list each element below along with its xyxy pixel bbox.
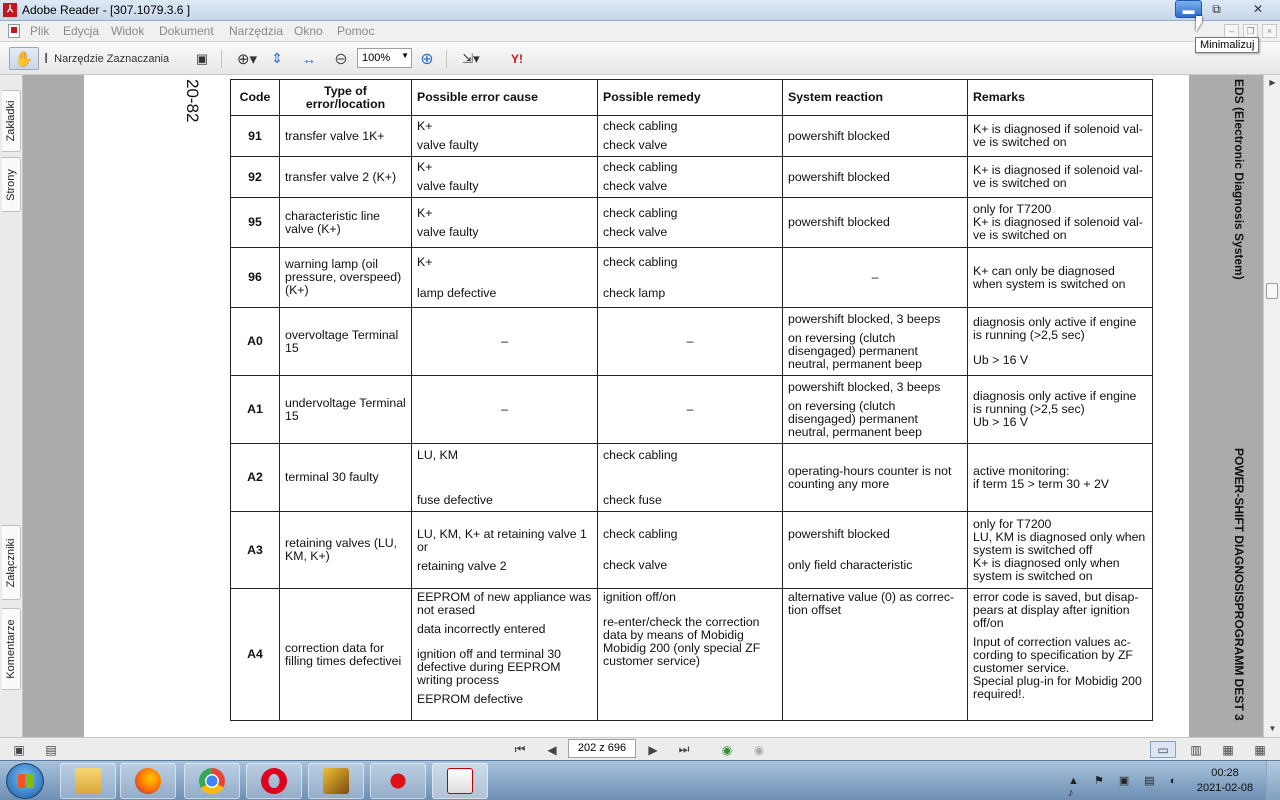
remarks-line: if term 15 > term 30 + 2V [973,476,1110,491]
reaction-line: powershift blocked, 3 beeps [788,311,941,326]
menu-bar [0,21,1280,42]
system-reaction: alternative value (0) as correc-tion offset [783,589,968,721]
error-remedy [598,444,783,512]
doc-close-button[interactable]: × [1262,24,1277,38]
error-cause [412,512,598,589]
fit-width-icon[interactable]: ↔ [302,50,316,67]
table-row [231,376,1153,444]
error-code: 91 [231,116,280,157]
clock-time: 00:28 [1211,767,1239,779]
error-remedy: – [598,376,783,444]
zoom-tool-icon[interactable]: ⊕▾ [236,50,258,68]
go-back-icon[interactable]: ◉ [721,742,733,757]
remedy-line: check cabling [603,119,678,133]
remedy-line: check cabling [603,160,678,174]
remedy-line: check valve [603,224,668,239]
error-type: warning lamp (oil pressure, overspeed) (K+) [280,248,412,308]
remedy-line: check lamp [603,285,666,300]
system-reaction: – [783,248,968,308]
error-cause [412,248,598,308]
red-app-taskbar-icon[interactable] [370,763,426,799]
continuous-facing-view-icon[interactable]: ▦ [1254,742,1266,757]
tab-strony[interactable] [2,157,21,212]
remarks-line: Ub > 16 V [973,353,1029,367]
window-title: Adobe Reader - [307.1079.3.6 ] [22,3,191,17]
error-cause [412,157,598,198]
continuous-view-icon[interactable]: ▥ [1190,742,1202,757]
error-code: A4 [231,589,280,721]
single-page-view-icon[interactable]: ▭ [1150,741,1176,758]
column-header: Possible remedy [598,80,783,116]
cause-line: K+ [417,160,433,174]
document-icon[interactable] [8,24,20,38]
error-cause: – [412,308,598,376]
table-row [231,248,1153,308]
column-header: Possible error cause [412,80,598,116]
cause-line: valve faulty [417,224,479,239]
next-page-icon[interactable]: ▶ [648,742,658,757]
error-remedy [598,116,783,157]
error-remedy [598,157,783,198]
error-remarks [968,512,1153,589]
error-type: correction data for filling times defectivei [280,589,412,721]
toolbar [0,42,1280,75]
side-title-eds: EDS (Electronic Diagnosis System) [1232,79,1246,280]
error-remarks: K+ can only be diagnosed when system is switched on [968,248,1153,308]
error-remedy: – [598,308,783,376]
page-number-input[interactable]: 202 z 696 [568,739,636,758]
cause-line: LU, KM, K+ at retaining valve 1 or [417,526,587,554]
cause-line: valve faulty [417,138,479,152]
document-viewer[interactable] [24,75,1263,737]
remarks-line: Ub > 16 V [973,415,1029,429]
vertical-scrollbar[interactable] [1263,75,1280,737]
remarks-line: K+ is diagnosed only when system is switched on [973,555,1120,583]
remedy-line: re-enter/check the correction data by means of Mobidig Mobidig 200 (only special ZF customer service) [603,615,761,668]
error-code: A3 [231,512,280,589]
cause-line: K+ [417,254,433,269]
remarks-line: error code is saved, but disap-pears at display after ignition off/on [973,590,1139,630]
fit-page-icon[interactable]: ⇕ [271,50,283,66]
error-remarks [968,444,1153,512]
status-bar [0,737,1280,760]
select-tool-label: Narzędzie Zaznaczania [54,52,170,65]
maximize-button[interactable]: ⧉ [1212,2,1221,16]
toolbar-separator [446,50,447,68]
column-header: Remarks [968,80,1153,116]
page-number: 20-82 [183,79,202,123]
cause-line: lamp defective [417,285,497,300]
rotate-view-icon[interactable]: ⇲▾ [462,50,480,66]
table-row [231,308,1153,376]
error-type: retaining valves (LU, KM, K+) [280,512,412,589]
remedy-line: check valve [603,558,668,572]
error-cause: – [412,376,598,444]
menu-narzedzia[interactable]: Narzędzia [229,24,284,38]
remarks-line: only for T7200 [973,516,1052,531]
cause-line: LU, KM [417,447,458,462]
error-cause [412,444,598,512]
system-reaction: powershift blocked [783,198,968,248]
error-type: undervoltage Terminal 15 [280,376,412,444]
start-button[interactable] [6,763,44,799]
scroll-thumb[interactable] [1266,283,1278,299]
close-button[interactable]: ✕ [1252,2,1264,16]
error-cause [412,116,598,157]
table-row [231,198,1153,248]
cause-line: fuse defective [417,492,493,507]
table-header-row [231,80,1153,116]
windows-taskbar [0,760,1280,800]
menu-pomoc[interactable]: Pomoc [337,24,375,38]
remedy-line: check cabling [603,205,678,220]
remedy-line: check cabling [603,447,678,462]
text-cursor-icon: I [44,50,49,67]
pdf-page [84,75,1246,737]
adobe-reader-taskbar-icon[interactable] [432,763,488,799]
clock-date: 2021-02-08 [1196,782,1254,794]
scroll-down-icon[interactable]: ▼ [1268,724,1277,733]
toolbar-separator [221,50,222,68]
reaction-line: only field characteristic [788,558,913,572]
remarks-line: LU, KM is diagnosed only when system is switched off [973,529,1146,557]
reaction-line: powershift blocked, 3 beeps [788,379,941,394]
minimize-button[interactable]: ▬ [1175,0,1202,18]
remedy-line: check cabling [603,254,678,269]
title-bar [0,0,1280,21]
error-remarks [968,589,1153,721]
winrar-taskbar-icon[interactable] [308,763,364,799]
remarks-line: only for T7200 [973,202,1052,216]
tab-strony-label: Strony [5,168,17,201]
error-remarks [968,308,1153,376]
zoom-in-icon[interactable]: ⊕ [420,50,434,68]
error-remedy [598,198,783,248]
reaction-line: powershift blocked [788,527,890,541]
column-header: Code [231,80,280,116]
firefox-taskbar-icon[interactable] [120,763,176,799]
remarks-line: diagnosis only active if engine is running (>2,5 sec) [973,315,1137,342]
menu-plik[interactable]: Plik [30,24,50,38]
tab-zakladki[interactable] [2,90,21,152]
table-row [231,589,1153,721]
doc-restore-button[interactable]: ❐ [1243,24,1258,38]
select-tool-button[interactable] [44,47,186,70]
zoom-out-icon[interactable]: ⊖ [334,50,348,68]
table-row [231,116,1153,157]
remedy-line: check valve [603,179,668,193]
facing-view-icon[interactable]: ▦ [1222,742,1234,757]
tab-komentarze-label: Komentarze [5,619,17,679]
column-header: System reaction [783,80,968,116]
error-cause [412,589,598,721]
error-remarks [968,198,1153,248]
error-code: 92 [231,157,280,198]
error-cause [412,198,598,248]
remedy-line: check cabling [603,527,678,541]
remedy-line: check fuse [603,492,662,507]
adobe-reader-icon: ⅄ [3,3,17,17]
table-row [231,157,1153,198]
tab-zalaczniki-label: Załączniki [5,538,17,587]
system-reaction: powershift blocked [783,157,968,198]
system-reaction: operating-hours counter is not counting any more [783,444,968,512]
column-header: Type of error/location [280,80,412,116]
system-reaction [783,376,968,444]
error-remedy [598,512,783,589]
remarks-line: Input of correction values ac-cording to specification by ZF customer service. [973,635,1133,675]
opera-taskbar-icon[interactable] [246,763,302,799]
remarks-line: diagnosis only active if engine is running (>2,5 sec) [973,389,1137,416]
remedy-line: check valve [603,138,668,152]
cause-line: K+ [417,119,433,133]
error-type: transfer valve 2 (K+) [280,157,412,198]
error-code: A0 [231,308,280,376]
system-reaction [783,308,968,376]
system-reaction: powershift blocked [783,116,968,157]
panel-toggle-icon[interactable]: ▣ [13,742,25,757]
error-code: A1 [231,376,280,444]
page-layout-icon[interactable]: ▤ [45,742,57,757]
error-remedy [598,248,783,308]
remarks-line: K+ is diagnosed if solenoid val-ve is switched on [973,215,1143,242]
system-tray-icons[interactable]: ▲ ⚑ ▣ ▤ ◐ ♪ [1068,775,1183,799]
go-forward-icon[interactable]: ◉ [753,742,765,757]
tab-zalaczniki[interactable] [2,525,21,600]
tab-zakladki-label: Zakładki [5,100,17,142]
chevron-down-icon[interactable]: ▼ [401,51,409,60]
side-title-program: POWER-SHIFT DIAGNOSISPROGRAMM DEST 3 [1232,448,1246,721]
cause-line: EEPROM of new appliance was not erased [417,590,592,617]
cause-line: EEPROM defective [417,692,523,706]
remedy-line: ignition off/on [603,590,676,604]
remarks-line: active monitoring: [973,463,1070,478]
menu-okno[interactable]: Okno [294,24,323,38]
show-desktop-button[interactable] [1266,761,1280,800]
zoom-level-input[interactable] [357,48,412,68]
error-type: terminal 30 faulty [280,444,412,512]
yahoo-toolbar-button[interactable]: Y! [511,51,523,66]
minimize-tooltip: Minimalizuj [1195,37,1259,53]
previous-page-icon[interactable]: ◀ [547,742,557,757]
error-remedy [598,589,783,721]
cause-line: ignition off and terminal 30 defective during EEPROM writing process [417,647,562,687]
error-remarks: K+ is diagnosed if solenoid val-ve is switched on [968,116,1153,157]
doc-minimize-button[interactable]: – [1224,24,1239,38]
error-code: 95 [231,198,280,248]
chrome-taskbar-icon[interactable] [184,763,240,799]
error-code-table [230,79,1153,721]
last-page-icon[interactable]: ⏭ [678,742,690,756]
cause-line: K+ [417,205,433,220]
error-remarks: K+ is diagnosed if solenoid val-ve is switched on [968,157,1153,198]
tab-komentarze[interactable] [2,608,21,690]
table-row [231,512,1153,589]
taskbar-clock[interactable] [1190,766,1260,796]
menu-dokument[interactable]: Dokument [159,24,214,38]
cause-line: retaining valve 2 [417,558,507,573]
system-reaction [783,512,968,589]
first-page-icon[interactable]: ⏮ [514,742,526,756]
cause-line: data incorrectly entered [417,622,546,636]
remarks-line: Special plug-in for Mobidig 200 required!. [973,674,1142,701]
error-code: A2 [231,444,280,512]
reaction-line: on reversing (clutch disengaged) permanent neutral, permanent beep [788,330,922,371]
snapshot-camera-icon[interactable]: ▣ [195,50,209,66]
menu-edycja[interactable]: Edycja [63,24,100,38]
navigation-panel [0,75,23,737]
scroll-up-icon[interactable]: ▶ [1269,78,1276,87]
error-type: transfer valve 1K+ [280,116,412,157]
table-row [231,444,1153,512]
reaction-line: on reversing (clutch disengaged) permanent neutral, permanent beep [788,398,922,439]
error-type: overvoltage Terminal 15 [280,308,412,376]
file-explorer-taskbar-icon[interactable] [60,763,116,799]
error-type: characteristic line valve (K+) [280,198,412,248]
cause-line: valve faulty [417,179,479,193]
zoom-level-value: 100% [362,52,391,64]
error-code: 96 [231,248,280,308]
error-remarks [968,376,1153,444]
mouse-cursor-icon [1196,16,1202,32]
hand-tool-icon[interactable]: ✋ [9,47,39,70]
menu-widok[interactable]: Widok [111,24,145,38]
